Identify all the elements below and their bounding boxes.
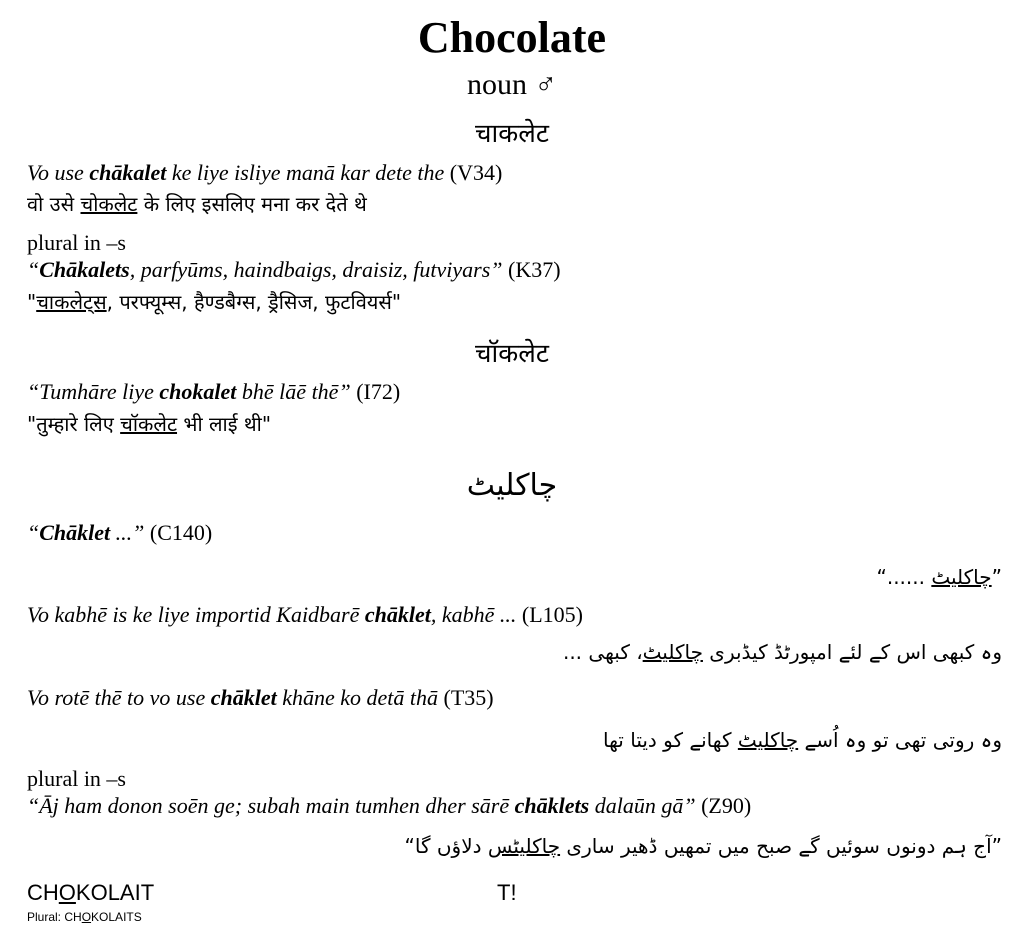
example-devanagari: वो उसे चोकलेट के लिए इसलिए मना कर देते थे [27, 192, 367, 216]
example-roman: “Chākalets, parfyūms, haindbaigs, draisiz, futviyars” (K37) [27, 257, 561, 282]
example-urdu: وہ کبھی اس کے لئے امپورٹڈ کیڈبری چاکلیٹ، کبھی ... [562, 640, 1002, 664]
example-roman: Vo use chākalet ke liye isliye manā kar dete the (V34) [27, 160, 503, 185]
pronunciation-word: CHOKOLAIT [27, 880, 155, 905]
example-roman: Vo kabhē is ke liye importid Kaidbarē chāklet, kabhē ... (L105) [27, 602, 584, 627]
example-devanagari: "तुम्हारे लिए चॉकलेट भी लाई थी" [27, 412, 272, 436]
entry-title: Chocolate [417, 13, 607, 62]
pronunciation-mark: T! [497, 880, 517, 905]
heading-urdu: چاکلیٹ [466, 468, 558, 503]
plural-note: plural in –s [27, 766, 126, 791]
example-urdu: ”آج ہم دونوں سوئیں گے صبح میں تمھیں ڈھیر ساری چاکلیٹس دلاؤں گا“ [404, 834, 1002, 858]
example-roman: “Āj ham donon soēn ge; subah main tumhen dher sārē chāklets dalaūn gā” (Z90) [27, 793, 752, 818]
example-roman: Vo rotē thē to vo use chāklet khāne ko detā thā (T35) [27, 685, 494, 710]
plural-note: plural in –s [27, 230, 126, 255]
pos-label: noun [467, 68, 527, 101]
heading-devanagari-1: चाकलेट [475, 119, 549, 149]
example-urdu: ”چاکلیٹ ......“ [876, 565, 1002, 589]
pronunciation-plural: Plural: CHOKOLAITS [27, 910, 142, 924]
example-roman: “Chāklet ...” (C140) [27, 520, 213, 545]
example-devanagari: "चाकलेट्स, परफ्यूम्स, हैण्डबैग्स, ड्रैसिज, फुटवियर्स" [27, 290, 402, 314]
male-gender-icon: ♂ [534, 68, 557, 101]
part-of-speech [0, 68, 1024, 102]
example-urdu: وہ روتی تھی تو وہ اُسے چاکلیٹ کھانے کو دیتا تھا [602, 728, 1002, 752]
heading-devanagari-2: चॉकलेट [475, 339, 549, 369]
example-roman: “Tumhāre liye chokalet bhē lāē thē” (I72) [27, 379, 401, 404]
